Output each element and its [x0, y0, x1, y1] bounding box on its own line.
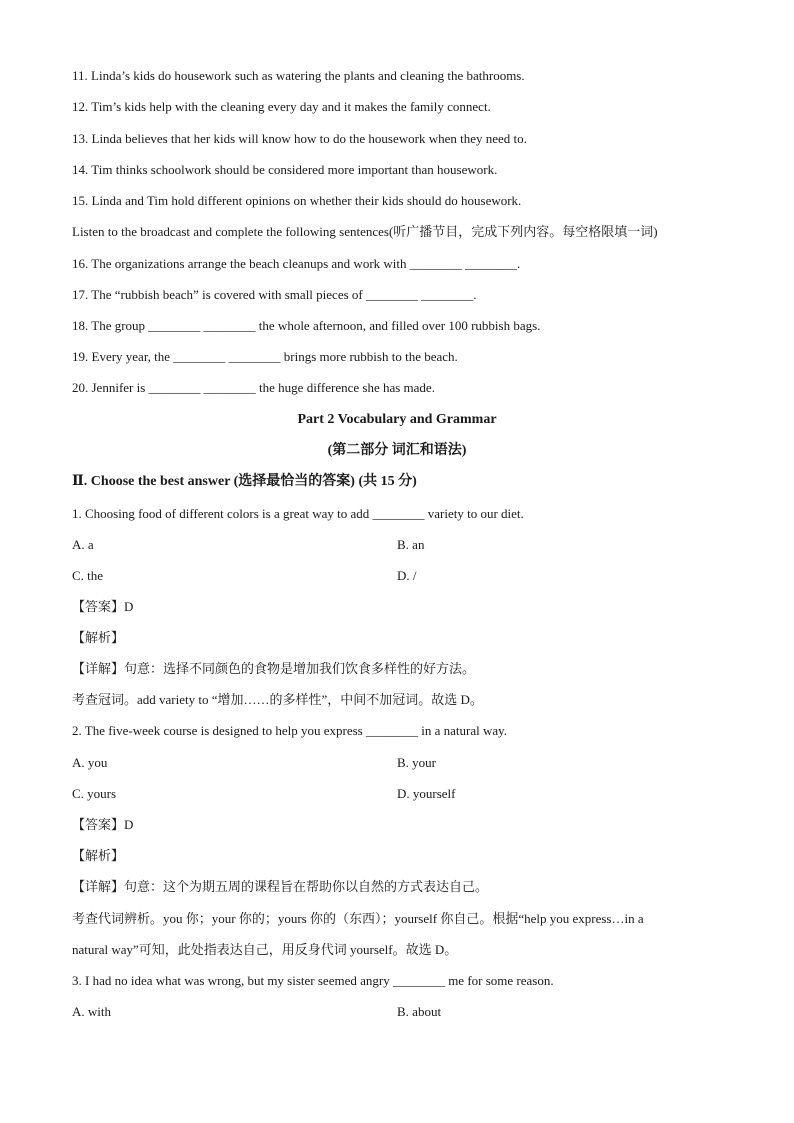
question-1-option-b: B. an [397, 537, 425, 552]
question-1-option-d: D. / [397, 568, 417, 583]
question-3-option-b: B. about [397, 1004, 442, 1019]
part-title: Part 2 Vocabulary and Grammar [297, 412, 497, 427]
question-19: 19. Every year, the ________ ________ brings more rubbish to the beach. [72, 349, 458, 364]
question-2-option-d: D. yourself [397, 786, 456, 801]
question-1-option-c: C. the [72, 568, 104, 583]
statement-15: 15. Linda and Tim hold different opinions on whether their kids should do housework. [72, 193, 522, 208]
question-2-explanation: 考查代词辨析。you 你；your 你的；yours 你的（东西）；yourself 你自己。根据“help you express…in a [72, 911, 644, 926]
statement-13: 13. Linda believes that her kids will know how to do the housework when they need to. [72, 131, 527, 146]
question-2-detail: 【详解】句意：这个为期五周的课程旨在帮助你以自然的方式表达自己。 [72, 879, 489, 894]
statement-12: 12. Tim’s kids help with the cleaning every day and it makes the family connect. [72, 99, 491, 114]
question-20: 20. Jennifer is ________ ________ the huge difference she has made. [72, 380, 435, 395]
part-subtitle: (第二部分 词汇和语法) [327, 443, 467, 458]
question-3-stem: 3. I had no idea what was wrong, but my sister seemed angry ________ me for some reason. [72, 973, 554, 988]
question-2-option-a: A. you [72, 755, 108, 770]
question-16: 16. The organizations arrange the beach cleanups and work with ________ ________. [72, 256, 521, 271]
statement-14: 14. Tim thinks schoolwork should be considered more important than housework. [72, 162, 498, 177]
question-1-explanation: 考查冠词。add variety to “增加……的多样性”，中间不加冠词。故选 D。 [72, 692, 483, 707]
question-1-stem: 1. Choosing food of different colors is a great way to add ________ variety to our diet. [72, 506, 524, 521]
question-2-answer: 【答案】D [72, 817, 134, 832]
question-18: 18. The group ________ ________ the whole afternoon, and filled over 100 rubbish bags. [72, 318, 541, 333]
question-17: 17. The “rubbish beach” is covered with small pieces of ________ ________. [72, 287, 477, 302]
question-2-analysis-label: 【解析】 [72, 848, 125, 863]
question-1-analysis-label: 【解析】 [72, 630, 125, 645]
statement-11: 11. Linda’s kids do housework such as watering the plants and cleaning the bathrooms. [72, 68, 525, 83]
question-1-detail: 【详解】句意：选择不同颜色的食物是增加我们饮食多样性的好方法。 [72, 661, 476, 676]
question-3-option-a: A. with [72, 1004, 111, 1019]
question-2-option-b: B. your [397, 755, 436, 770]
question-2-explanation-cont: natural way”可知，此处指表达自己，用反身代词 yourself。故选 D。 [72, 942, 458, 957]
listening-instruction: Listen to the broadcast and complete the following sentences(听广播节目，完成下列内容。每空格限填一词) [72, 224, 658, 239]
question-2-option-c: C. yours [72, 786, 117, 801]
section-heading: Ⅱ. Choose the best answer (选择最恰当的答案) (共 15 分) [72, 474, 417, 489]
question-1-option-a: A. a [72, 537, 94, 552]
question-1-answer: 【答案】D [72, 599, 134, 614]
question-2-stem: 2. The five-week course is designed to help you express ________ in a natural way. [72, 723, 508, 738]
